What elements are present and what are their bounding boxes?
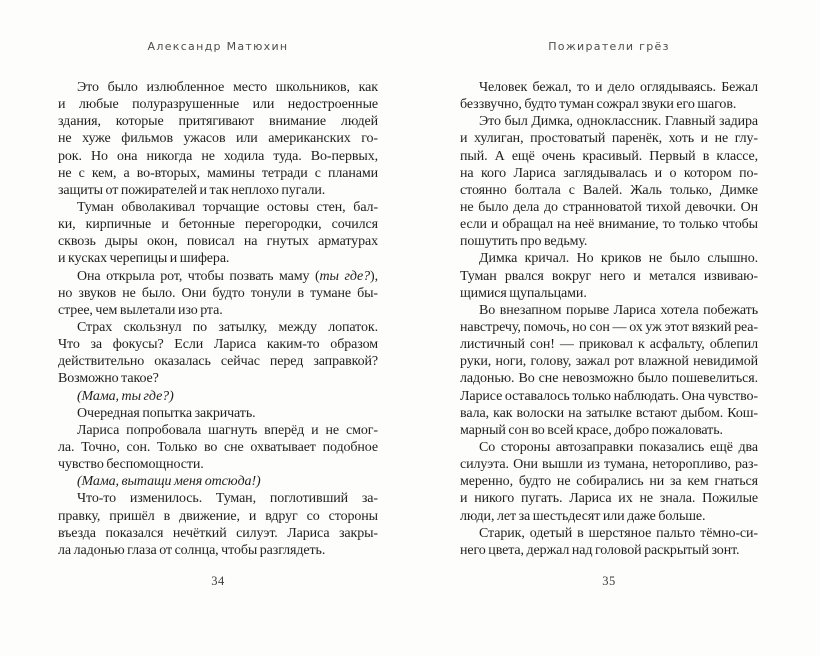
text-segment: и хулиган, простоватый паренёк, хоть и не глу- [460,131,758,147]
text-line [460,336,758,353]
text-line [460,388,758,405]
text-segment: пый. А ещё очень красивый. Первый в классе, [460,148,758,164]
text-segment: Старик, одетый в шерстяное пальто тёмно-си- [479,525,758,541]
text-line [58,525,378,542]
page-body-right [460,79,758,559]
text-segment: Со стороны автозаправки показались ещё два [479,439,758,455]
text-line [460,353,758,370]
text-line [460,542,758,559]
text-line [460,508,758,525]
text-line [58,233,378,250]
text-line [58,302,378,319]
text-segment: въезда показался нечёткий силуэт. Лариса закры- [58,525,378,541]
text-line [58,319,378,336]
text-segment: ла ладонью глаза от солнца, чтобы разглядеть. [58,542,326,558]
text-segment: не хуже фильмов ужасов или американских го- [58,131,378,147]
text-segment: него цвета, держал над головой раскрытый зонт. [460,542,740,558]
italic-text: (Мама, ты где?) [77,388,174,404]
text-segment: Страх скользнул по затылку, между лопаток. [77,319,378,335]
text-line [58,439,378,456]
text-line [58,96,378,113]
text-line [460,302,758,319]
text-segment: рок. Но она никогда не ходила туда. Во-первых, [58,148,378,164]
text-line [58,130,378,147]
text-line [58,285,378,302]
text-line [58,199,378,216]
text-line [58,268,378,285]
text-line [460,165,758,182]
text-segment: руки, ноги, голову, зажал рот влажной невидимой [460,354,758,370]
text-segment: чувство беспомощности. [58,457,204,473]
text-line [460,268,758,285]
text-line [58,165,378,182]
text-line [460,285,758,302]
text-segment: сквозь дыры окон, повисал на гнутых арматурах [58,234,378,250]
text-line [58,79,378,96]
text-line [460,182,758,199]
text-line [460,473,758,490]
text-segment: Димка кричал. Но криков не было слышно. [479,251,758,267]
page-left [58,0,378,656]
text-segment: силуэта. Они вышли из тумана, неторопливо, раз- [460,457,758,473]
text-line [58,405,378,422]
text-segment: Лариса попробовала шагнуть вперёд и не смог- [77,422,378,438]
text-line [460,370,758,387]
text-line [58,508,378,525]
text-line [58,490,378,507]
text-segment: Это был Димка, одноклассник. Главный задира [479,114,758,130]
text-segment: меренно, будто не собирались ни за кем гнаться [460,474,758,490]
page-body-left [58,79,378,559]
text-line [460,319,758,336]
text-line [460,130,758,147]
text-line [460,199,758,216]
text-line [58,542,378,559]
text-segment: Очередная попытка закричать. [77,405,256,421]
italic-text: (Мама, вытащи меня отсюда!) [77,474,261,490]
text-line [460,422,758,439]
text-line [460,148,758,165]
running-header-title: Пожиратели грёз [548,40,670,53]
text-line [460,79,758,96]
text-line [460,113,758,130]
text-segment: Туман обволакивал торчащие остовы стен, бал- [77,199,378,215]
text-segment: не с кем, а во-вторых, мамины тетради с планами [58,165,378,181]
text-segment: беззвучно, будто туман сожрал звуки его шагов. [460,97,737,113]
text-line [460,525,758,542]
text-segment: и никого пугать. Лариса их не знала. Пожилые [460,491,758,507]
text-segment: щимися щупальцами. [460,285,587,301]
text-segment: Что-то изменилось. Туман, поглотивший за- [77,491,378,507]
text-line [460,216,758,233]
text-segment: навстречу, помочь, но сон — ох уж этот вязкий реа- [460,319,758,335]
text-line [58,113,378,130]
page-number-left: 34 [211,574,225,588]
text-line [460,250,758,267]
text-segment: Это было излюбленное место школьников, как [77,80,378,95]
text-segment: вала, как волоски на затылке встают дыбом. Кош- [460,405,758,421]
text-segment: здания, которые притягивают внимание людей [58,114,378,130]
text-line [460,439,758,456]
text-line [460,456,758,473]
text-segment: Во внезапном порыве Лариса хотела побежать [479,302,758,318]
page-right [460,0,758,656]
text-line [58,216,378,233]
text-segment: и любые полуразрушенные или недостроенные [58,97,378,113]
text-segment: марный сон во всей красе, добро пожаловать. [460,422,723,438]
text-segment: стоянно болтала с Валей. Жаль только, Димке [460,182,758,198]
text-line [58,422,378,439]
text-segment: если и обращал на неё внимание, то только чтобы [460,217,758,233]
text-segment: ки, кирпичные и бетонные перегородки, сочился [58,217,378,233]
text-segment: Возможно такое? [58,371,159,387]
text-segment: стрее, чем вылетали изо рта. [58,302,223,318]
text-segment: ), [370,268,378,284]
text-line [58,182,378,199]
text-segment: ладонью. Во сне невозможно было пошевелиться. [460,371,758,387]
text-segment: листичный сон! — приковал к асфальту, облепил [460,337,758,353]
text-segment: правку, пришёл в движение, и вдруг со стороны [58,508,378,524]
text-segment: пошутить про ведьму. [460,234,588,250]
text-segment: защиты от пожирателей и так неплохо пугали. [58,182,326,198]
text-segment: Она открыла рот, чтобы позвать маму ( [77,268,320,284]
text-segment: ла. Точно, сон. Только во сне охватывает подобное [58,439,378,455]
text-line [58,353,378,370]
text-line [460,96,758,113]
text-segment: Что за фокусы? Если Лариса каким-то образом [58,337,378,353]
text-segment: действительно оказалась сейчас перед заправкой? [58,354,378,370]
text-segment: на кого Лариса заглядывалась и о котором по- [460,165,758,181]
text-line [58,473,378,490]
text-line [58,370,378,387]
text-line [58,388,378,405]
running-header-author: Александр Матюхин [147,40,289,53]
text-segment: Человек бежал, то и дело оглядываясь. Бежал [479,80,758,95]
text-line [58,456,378,473]
text-segment: люди, лет за шестьдесят или даже больше. [460,508,706,524]
text-segment: Туман рвался вокруг него и метался извиваю- [460,268,758,284]
text-line [460,405,758,422]
text-segment: не было дела до странноватой тихой девочки. Он [460,199,758,215]
page-number-right: 35 [602,574,616,588]
text-segment: и кусках черепицы и шифера. [58,251,230,267]
text-segment: Ларисе оставалось только наблюдать. Она чувство- [460,388,758,404]
text-line [460,233,758,250]
text-line [58,148,378,165]
text-segment: но звуков не было. Они будто тонули в тумане бы- [58,285,378,301]
text-line [58,250,378,267]
italic-text: ты где? [319,268,371,284]
text-line [58,336,378,353]
text-line [460,490,758,507]
